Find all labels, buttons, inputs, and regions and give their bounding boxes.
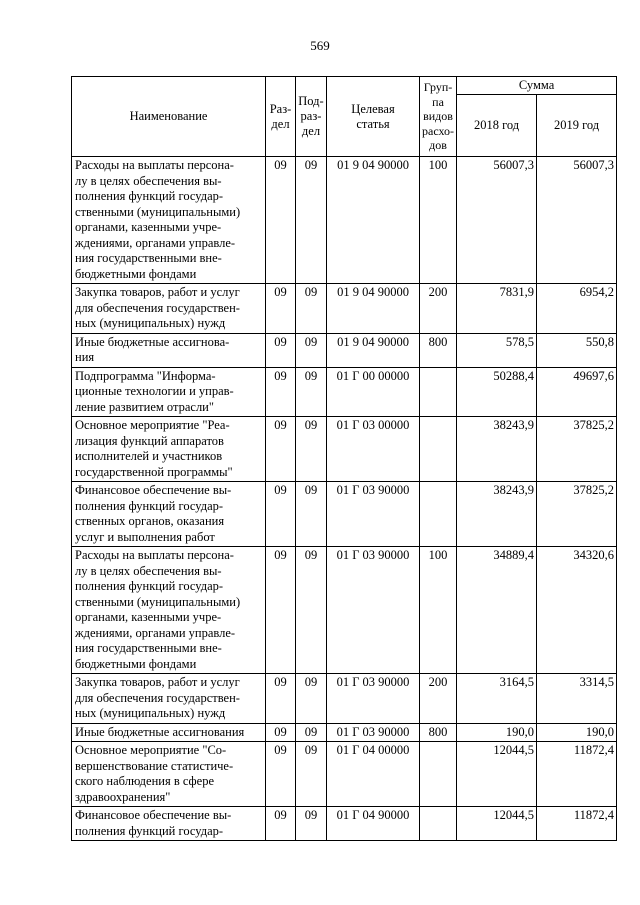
row-group: 100 (420, 157, 457, 284)
row-sum-2019: 3314,5 (537, 674, 617, 724)
row-name: Расходы на выплаты персона- лу в целях обеспечения вы- полнения функций государ- ственными (муниципальными) органами, казенными учре- ждениями, органами управле- ния государственными вне- бюджетными фондами (72, 547, 266, 674)
row-sum-2018: 38243,9 (457, 417, 537, 482)
table-row (72, 157, 617, 284)
row-target: 01 9 04 90000 (327, 333, 420, 367)
row-sum-2018: 12044,5 (457, 807, 537, 841)
row-sum-2019: 49697,6 (537, 367, 617, 417)
row-name: Финансовое обеспечение вы- полнения функций государ- (72, 807, 266, 841)
table-row (72, 333, 617, 367)
row-sum-2018: 3164,5 (457, 674, 537, 724)
row-target: 01 Г 03 90000 (327, 547, 420, 674)
row-sum-2019: 6954,2 (537, 284, 617, 334)
row-razdel: 09 (266, 367, 296, 417)
header-year-2019: 2019 год (537, 95, 617, 157)
row-name: Подпрограмма "Информа- ционные технологии и управ- ление развитием отрасли" (72, 367, 266, 417)
header-podrazdel: Под- раз- дел (296, 77, 327, 157)
row-target: 01 9 04 90000 (327, 284, 420, 334)
row-sum-2018: 56007,3 (457, 157, 537, 284)
row-sum-2019: 34320,6 (537, 547, 617, 674)
row-target: 01 Г 03 90000 (327, 723, 420, 742)
row-podrazdel: 09 (296, 807, 327, 841)
row-razdel: 09 (266, 482, 296, 547)
row-target: 01 Г 00 00000 (327, 367, 420, 417)
row-group (420, 482, 457, 547)
row-podrazdel: 09 (296, 284, 327, 334)
row-name: Основное мероприятие "Со- вершенствование статистиче- ского наблюдения в сфере здравоохранения" (72, 742, 266, 807)
row-group: 100 (420, 547, 457, 674)
row-podrazdel: 09 (296, 333, 327, 367)
row-podrazdel: 09 (296, 547, 327, 674)
budget-table (71, 76, 617, 841)
table-row (72, 284, 617, 334)
row-podrazdel: 09 (296, 482, 327, 547)
row-razdel: 09 (266, 547, 296, 674)
row-group: 800 (420, 333, 457, 367)
row-sum-2018: 38243,9 (457, 482, 537, 547)
row-group (420, 807, 457, 841)
header-razdel: Раз- дел (266, 77, 296, 157)
row-sum-2019: 37825,2 (537, 482, 617, 547)
row-sum-2019: 37825,2 (537, 417, 617, 482)
table-row (72, 417, 617, 482)
row-target: 01 Г 03 00000 (327, 417, 420, 482)
row-sum-2019: 190,0 (537, 723, 617, 742)
row-name: Иные бюджетные ассигнования (72, 723, 266, 742)
row-target: 01 Г 03 90000 (327, 482, 420, 547)
row-name: Финансовое обеспечение вы- полнения функций государ- ственных органов, оказания услуг и выполнения работ (72, 482, 266, 547)
row-sum-2019: 11872,4 (537, 807, 617, 841)
row-target: 01 9 04 90000 (327, 157, 420, 284)
row-razdel: 09 (266, 807, 296, 841)
row-group (420, 742, 457, 807)
row-name: Закупка товаров, работ и услуг для обеспечения государствен- ных (муниципальных) нужд (72, 284, 266, 334)
row-group: 800 (420, 723, 457, 742)
table-row (72, 547, 617, 674)
row-sum-2018: 50288,4 (457, 367, 537, 417)
header-year-2018: 2018 год (457, 95, 537, 157)
row-sum-2018: 12044,5 (457, 742, 537, 807)
page-number: 569 (310, 38, 330, 53)
row-podrazdel: 09 (296, 674, 327, 724)
row-razdel: 09 (266, 333, 296, 367)
row-sum-2019: 11872,4 (537, 742, 617, 807)
row-razdel: 09 (266, 417, 296, 482)
row-name: Расходы на выплаты персона- лу в целях обеспечения вы- полнения функций государ- ственными (муниципальными) органами, казенными учре- ждениями, органами управле- ния государственными вне- бюджетными фондами (72, 157, 266, 284)
row-razdel: 09 (266, 723, 296, 742)
row-podrazdel: 09 (296, 157, 327, 284)
row-group (420, 417, 457, 482)
row-target: 01 Г 04 00000 (327, 742, 420, 807)
row-sum-2018: 7831,9 (457, 284, 537, 334)
row-group (420, 367, 457, 417)
header-name: Наименование (72, 77, 266, 157)
row-sum-2018: 578,5 (457, 333, 537, 367)
row-name: Основное мероприятие "Реа- лизация функций аппаратов исполнителей и участников государственной программы" (72, 417, 266, 482)
row-podrazdel: 09 (296, 417, 327, 482)
table-row (72, 482, 617, 547)
header-group: Груп- па видов расхо- дов (420, 77, 457, 157)
row-target: 01 Г 03 90000 (327, 674, 420, 724)
header-sum: Сумма (457, 77, 617, 95)
row-group: 200 (420, 674, 457, 724)
row-group: 200 (420, 284, 457, 334)
row-name: Закупка товаров, работ и услуг для обеспечения государствен- ных (муниципальных) нужд (72, 674, 266, 724)
row-razdel: 09 (266, 284, 296, 334)
row-sum-2019: 550,8 (537, 333, 617, 367)
table-row (72, 674, 617, 724)
table-row (72, 742, 617, 807)
row-podrazdel: 09 (296, 367, 327, 417)
header-row-1 (72, 77, 617, 95)
row-razdel: 09 (266, 157, 296, 284)
row-name: Иные бюджетные ассигнова- ния (72, 333, 266, 367)
table-row (72, 807, 617, 841)
row-razdel: 09 (266, 674, 296, 724)
table-row (72, 367, 617, 417)
row-target: 01 Г 04 90000 (327, 807, 420, 841)
table-row (72, 723, 617, 742)
row-sum-2018: 34889,4 (457, 547, 537, 674)
row-sum-2018: 190,0 (457, 723, 537, 742)
row-razdel: 09 (266, 742, 296, 807)
row-podrazdel: 09 (296, 723, 327, 742)
row-sum-2019: 56007,3 (537, 157, 617, 284)
row-podrazdel: 09 (296, 742, 327, 807)
header-target: Целевая статья (327, 77, 420, 157)
